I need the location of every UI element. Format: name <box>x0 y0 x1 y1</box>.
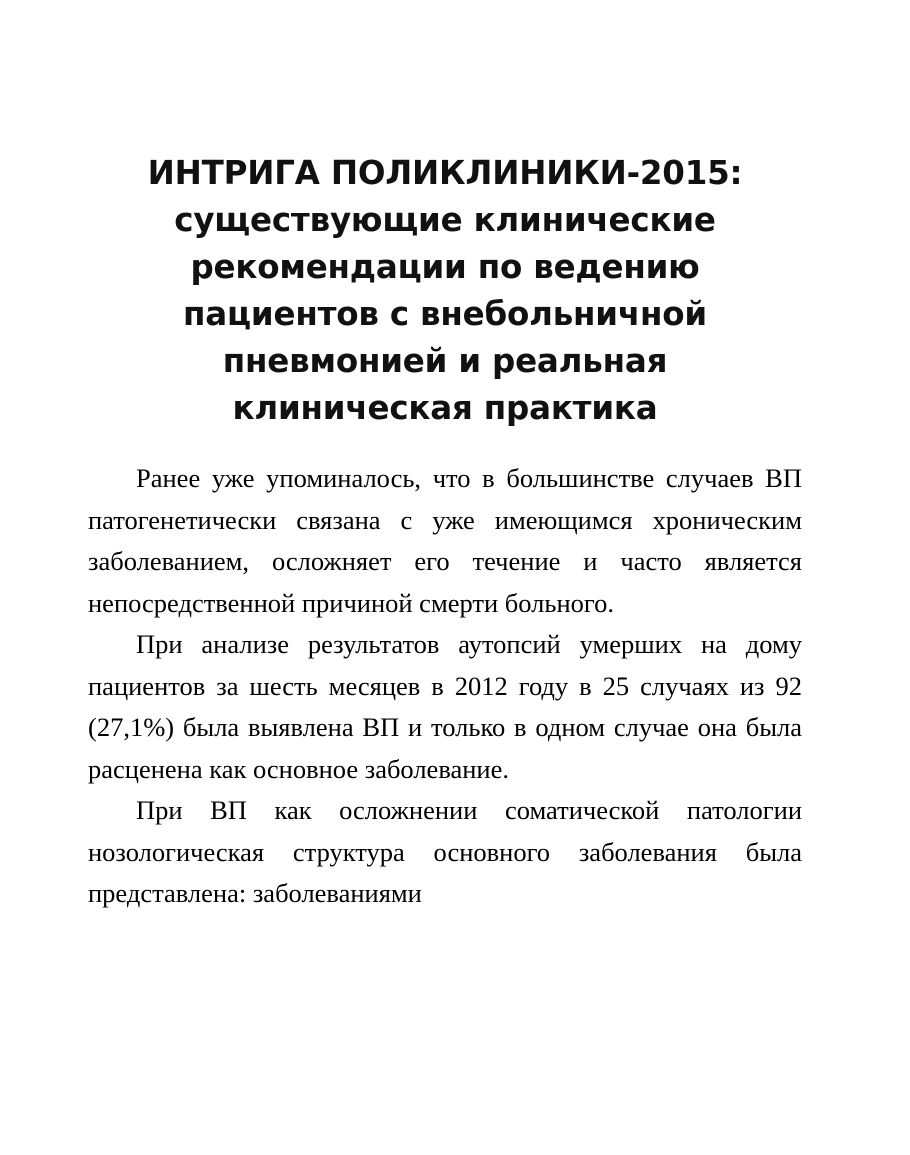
page-title-line-5: пневмонией и реальная <box>222 342 668 380</box>
paragraph-2: При анализе результатов аутопсий умерших на дому пациентов за шесть месяцев в 2012 году в 25 случаях из 92 (27,1%) была выявлена ВП и только в одном случае она была расценена как основное заболевание. <box>88 629 802 784</box>
page-title-line-1: ИНТРИГА ПОЛИКЛИНИКИ-2015: <box>147 154 743 192</box>
page-title-line-4: пациентов с внебольничной <box>183 295 707 333</box>
paragraph-3: При ВП как осложнении соматической патологии нозологическая структура основного заболевания была представлена: заболеваниями <box>88 795 802 908</box>
body-text <box>88 458 802 915</box>
paragraph-1: Ранее уже упоминалось, что в большинстве случаев ВП патогенетически связана с уже имеющимся хроническим заболеванием, осложняет его течение и часто является непосредственной причиной смерти больного. <box>88 463 802 618</box>
page-title-line-6: клиническая практика <box>232 389 658 427</box>
page-title <box>88 150 802 432</box>
page-title-line-2: существующие клинические <box>174 201 716 239</box>
page-title-line-3: рекомендации по ведению <box>190 248 700 286</box>
